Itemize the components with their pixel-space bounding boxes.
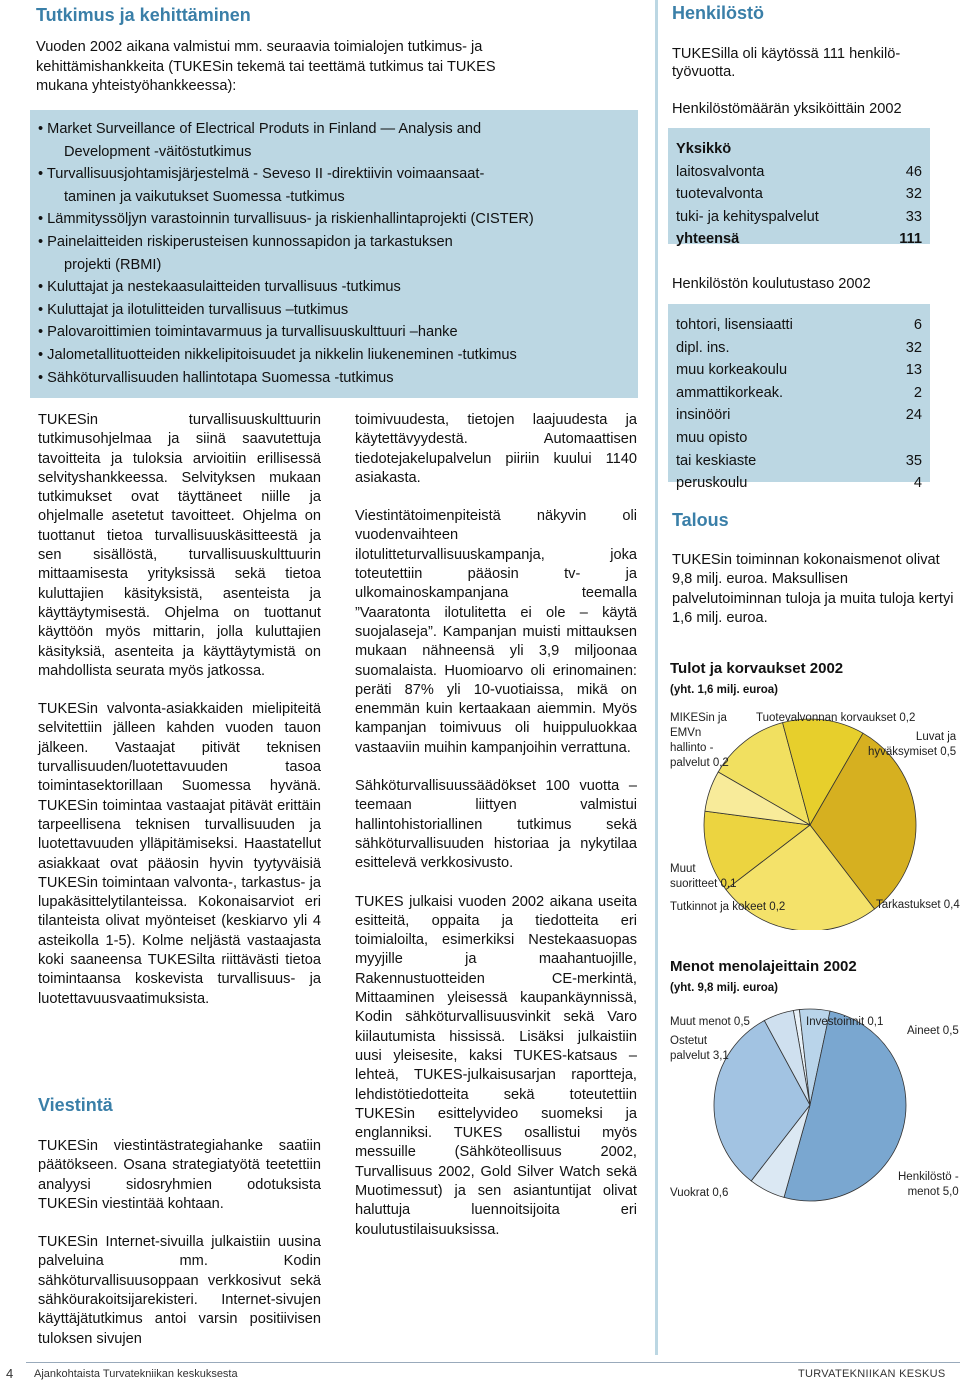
slice-label bbox=[898, 1170, 959, 1200]
slice-label-line: hyväksymiset 0,5 bbox=[868, 746, 957, 758]
edu-row bbox=[676, 337, 922, 360]
edu-row-label: dipl. ins. bbox=[676, 339, 730, 356]
edu-row bbox=[676, 427, 922, 450]
edu-row-value: 32 bbox=[905, 339, 922, 356]
units-row-label: tuotevalvonta bbox=[676, 186, 763, 203]
footer-right: TURVATEKNIIKAN KESKUS bbox=[798, 1368, 946, 1380]
communication-heading: Viestintä bbox=[38, 1095, 113, 1115]
edu-table bbox=[668, 304, 930, 492]
slice-label bbox=[670, 1034, 729, 1064]
slice-label-line: palvelut 3,1 bbox=[670, 1050, 729, 1062]
paragraph: TUKESin Internet-sivuilla julkaistiin uusina palveluina mm. Kodin sähköturvallisuusoppaan verkkosivut sekä sähköurakoitsijarekisteri. Internet-sivujen käyttäjätutkimus antoi varsin positiivisen tuloksen sivujen bbox=[38, 1234, 321, 1347]
slice-label-line: Aineet 0,5 bbox=[907, 1025, 959, 1037]
edu-row-label: muu opisto bbox=[676, 429, 748, 446]
slice-label-line: Muut menot 0,5 bbox=[670, 1016, 750, 1028]
units-row bbox=[676, 161, 922, 184]
paragraph: TUKESin turvallisuuskulttuurin tutkimusohjelmaa ja siinä saavutettuja tavoitteita ja tuloksia arvioitiin erillisessä selvityshankkeessa. Selvityksen mukaan tutkimukset ovat täyttäneet niille ja ohjelmalle asetetut tavoitteet. Ohjelma on tuottanut tietoa turvallisuuskäsitteestä ja sen sisällöstä, turvallisuuskulttuurin mittaamisesta yrityksissä sekä tietoa kuluttajien käsityksistä, asenteista ja käyttäytymisestä. Ohjelma on tuottanut käyttöön myös mittarin, jolla kuluttajien käsityksiä, asenteita ja käyttäytymistä on mahdollista seurata myös jatkossa. bbox=[38, 412, 321, 679]
edu-row bbox=[676, 359, 922, 382]
chart1-subtitle: (yht. 1,6 milj. euroa) bbox=[670, 684, 778, 696]
edu-row-value: 2 bbox=[913, 384, 922, 401]
slice-label bbox=[670, 1186, 728, 1201]
slice-label-line: suoritteet 0,1 bbox=[670, 878, 737, 890]
bullet-item: • Sähköturvallisuuden hallintotapa Suomessa -tutkimus bbox=[38, 369, 394, 386]
units-row-value: 32 bbox=[905, 186, 922, 203]
staff-intro: TUKESilla oli käytössä 111 henkilö- työvuotta. bbox=[672, 46, 901, 80]
edu-row-value: 35 bbox=[905, 452, 922, 469]
chart1-title: Tulot ja korvaukset 2002 bbox=[670, 660, 844, 677]
paragraph: toimivuudesta, tietojen laajuudesta ja käytettävyydestä. Automaattisen tiedotejakelupalvelun piiriin kuului 1140 asiakasta. bbox=[355, 412, 637, 486]
paragraph: TUKESin valvonta-asiakkaiden mielipiteitä selvitettiin jälleen kahden vuoden tauon jälkeen. Vastaajat pitivät teknisen turvallisuuden/luotettavuuden tasoa toimintasektorillaan Suomessa hyvänä. TUKESin toimintaa vastaajat pitävät erittäin tarpeellisena teknisen turvallisuuden ja luotettavuuden ylläpitämiseksi. Haastatellut asiakkaat ovat pääosin hyvin tyytyväisiä TUKESin toimintaan valvonta-, tarkastus- ja lupakäsittelytilanteissa. Kokonaisarviot eri tilanteista olivat myönteiset (keskiarvo yli 4 asteikolla 1-5). Kolme neljästä vastaajasta koki saaneensa TUKESilta riittävästi tietoa toimintaansa koskevista turvallisuus- ja luotettavuusvaatimuksista. bbox=[38, 701, 321, 1007]
slice-label bbox=[670, 1015, 750, 1030]
edu-row-label: insinööri bbox=[676, 407, 731, 424]
bullet-item-continuation: Development -väitöstutkimus bbox=[64, 143, 252, 160]
slice-label-line: Henkilöstö - bbox=[898, 1171, 959, 1183]
slice-label-line: Tuotevalvonnan korvaukset 0,2 bbox=[756, 712, 916, 724]
paragraph: TUKES julkaisi vuoden 2002 aikana useita esitteitä, oppaita ja tiedotteita eri toimialoilta, esimerkiksi Nestekaasuopas myyjille ja maahantuojille, Rakennustuotteiden CE-merkintä, Mittaaminen yleisessä kaupankäynnissä, Kodin sähköturvallisuusvinkit sekä Varo kiilautumista hississä. Lisäksi julkaistiin uusi yleisesite, kaksi TUKES-katsaus –lehteä, TUKES-julkaisusarjan raportteja, lehdistötiedotteita sekä toteutettiin TUKESin esittelyvideo suomeksi ja englanniksi. TUKES osallistui myös messuille (Sähköteollisuus 2002, Turvallisuus 2002, Gold Silver Watch sekä Muotimessut) ja sen asiantuntijat olivat haluttuja luennoitsijoita eri koulutustilaisuuksissa. bbox=[355, 893, 637, 1238]
bullet-item: • Painelaitteiden riskiperusteisen kunnossapidon ja tarkastuksen bbox=[38, 233, 453, 250]
edu-row-value: 4 bbox=[913, 475, 922, 492]
edu-row bbox=[676, 472, 922, 495]
edu-row bbox=[676, 314, 922, 337]
edu-row-label: tai keskiaste bbox=[676, 452, 757, 469]
paragraph: TUKESin viestintästrategiahanke saatiin päätökseen. Osana strategiatyötä teetettiin analyysi sidosryhmien odotuksista TUKESin viestintää kohtaan. bbox=[38, 1138, 321, 1212]
units-row-label: tuki- ja kehityspalvelut bbox=[676, 208, 819, 225]
slice-label-line: Investoinnit 0,1 bbox=[806, 1016, 884, 1028]
edu-row bbox=[676, 404, 922, 427]
left-column-communication bbox=[38, 1137, 321, 1368]
slice-label-line: Luvat ja bbox=[915, 731, 957, 743]
units-title: Henkilöstömäärän yksiköittäin 2002 bbox=[672, 101, 902, 117]
edu-row-label: tohtori, lisensiaatti bbox=[676, 317, 793, 333]
units-row-label: laitosvalvonta bbox=[676, 163, 765, 180]
edu-row-value: 24 bbox=[905, 407, 922, 424]
research-intro: Vuoden 2002 aikana valmistui mm. seuraavia toimialojen tutkimus- ja kehittämishankkeita (TUKESin tekemä tai teettämä tutkimus tai TUKES mukana yhteistyöhankkeessa): bbox=[36, 39, 496, 94]
edu-row-value: 13 bbox=[905, 362, 922, 379]
paragraph: Sähköturvallisuussäädökset 100 vuotta –teemaan liittyen valmistui hallintohistoriallinen tutkimus sekä sähköturvallisuuden historiaa ja nykytilaa esittelevä verkkosivusto. bbox=[355, 778, 637, 872]
page-number: 4 bbox=[6, 1366, 14, 1381]
bullet-item: • Market Surveillance of Electrical Produts in Finland — Analysis and bbox=[38, 121, 482, 137]
slice-label-line: hallinto - bbox=[670, 742, 714, 754]
units-row-value: 46 bbox=[905, 163, 922, 180]
middle-column bbox=[355, 411, 637, 1259]
bullet-item-continuation: taminen ja vaikutukset Suomessa -tutkimus bbox=[64, 188, 345, 205]
bullet-item: • Turvallisuusjohtamisjärjestelmä - Seveso II -direktiivin voimaansaat- bbox=[38, 166, 485, 183]
left-column bbox=[38, 411, 321, 1028]
slice-label bbox=[670, 862, 736, 892]
chart2-subtitle: (yht. 9,8 milj. euroa) bbox=[670, 982, 778, 994]
edu-row-value: 6 bbox=[913, 317, 922, 333]
slice-label bbox=[756, 711, 915, 726]
slice-label-line: palvelut 0,2 bbox=[670, 757, 729, 769]
slice-label bbox=[876, 898, 960, 913]
staff-heading: Henkilöstö bbox=[672, 3, 765, 23]
finance-heading: Talous bbox=[672, 510, 729, 530]
edu-title: Henkilöstön koulutustaso 2002 bbox=[672, 276, 871, 292]
column-divider bbox=[655, 0, 658, 1355]
research-bullet-list bbox=[30, 110, 638, 389]
slice-label bbox=[907, 1024, 959, 1039]
research-bullet-box bbox=[30, 110, 638, 398]
units-row bbox=[676, 206, 922, 229]
slice-label-line: Vuokrat 0,6 bbox=[670, 1187, 729, 1199]
units-header: Yksikkö bbox=[676, 141, 732, 157]
slice-label-line: Tutkinnot ja kokeet 0,2 bbox=[670, 901, 786, 913]
slice-label-line: MIKESin ja bbox=[670, 712, 727, 724]
bullet-item-continuation: projekti (RBMI) bbox=[64, 256, 162, 273]
finance-intro: TUKESin toiminnan kokonaismenot olivat 9,8 milj. euroa. Maksullisen palvelutoiminnan tuloja ja muita tuloja kertyi 1,6 milj. euroa. bbox=[672, 552, 954, 626]
units-table bbox=[668, 128, 930, 248]
slice-label-line: menot 5,0 bbox=[907, 1186, 959, 1198]
units-total-row: yhteensä 111 bbox=[676, 231, 922, 248]
units-row-value: 33 bbox=[905, 208, 922, 225]
edu-row bbox=[676, 382, 922, 405]
bullet-item: • Jalometallituotteiden nikkelipitoisuudet ja nikkelin liukeneminen -tutkimus bbox=[38, 346, 517, 363]
bullet-item: • Lämmityssöljyn varastoinnin turvallisuus- ja riskienhallintaprojekti (CISTER) bbox=[38, 211, 534, 228]
chart2-title: Menot menolajeittain 2002 bbox=[670, 958, 857, 975]
slice-label-line: EMVn bbox=[670, 727, 702, 739]
slice-label-line: Ostetut bbox=[670, 1035, 708, 1047]
slice-label bbox=[670, 711, 729, 771]
bullet-item: • Kuluttajat ja nestekaasulaitteiden turvallisuus -tutkimus bbox=[38, 279, 401, 296]
research-heading: Tutkimus ja kehittäminen bbox=[36, 5, 251, 25]
edu-row-label: peruskoulu bbox=[676, 475, 748, 492]
edu-row-label: muu korkeakoulu bbox=[676, 362, 788, 379]
units-row bbox=[676, 183, 922, 206]
edu-row bbox=[676, 450, 922, 473]
footer-rule bbox=[0, 1362, 960, 1363]
paragraph: Viestintätoimenpiteistä näkyvin oli vuodenvaihteen ilotulitteturvallisuuskampanja, joka toteutettiin pääosin tv- ja ulkomainoskampanjana teemalla ”Vaaratonta ilotulitetta ei ole – käytä suojalaseja”. Kampanjan muisti mittauksen mukaan nähneensä yli 3,9 miljoonaa suomalaista. Huomioarvo oli erinomainen: peräti 87% yli 10-vuotiaissa, mikä on enemmän kuin kertaakaan aiemmin. Myös kampanjan toimivuus oli huippuluokkaa vastaaviin muihin kampanjoihin verrattuna. bbox=[355, 508, 637, 756]
slice-label bbox=[868, 730, 956, 760]
edu-row-label: ammattikorkeak. bbox=[676, 384, 784, 401]
slice-label bbox=[806, 1015, 883, 1030]
slice-label bbox=[670, 900, 785, 915]
bullet-item: • Palovaroittimien toimintavarmuus ja turvallisuuskulttuuri –hanke bbox=[38, 324, 458, 341]
bullet-item: • Kuluttajat ja ilotulitteiden turvallisuus –tutkimus bbox=[38, 301, 349, 318]
footer-left: Ajankohtaista Turvatekniikan keskuksesta bbox=[34, 1368, 238, 1380]
slice-label-line: Tarkastukset 0,4 bbox=[876, 899, 960, 911]
slice-label-line: Muut bbox=[670, 863, 696, 875]
